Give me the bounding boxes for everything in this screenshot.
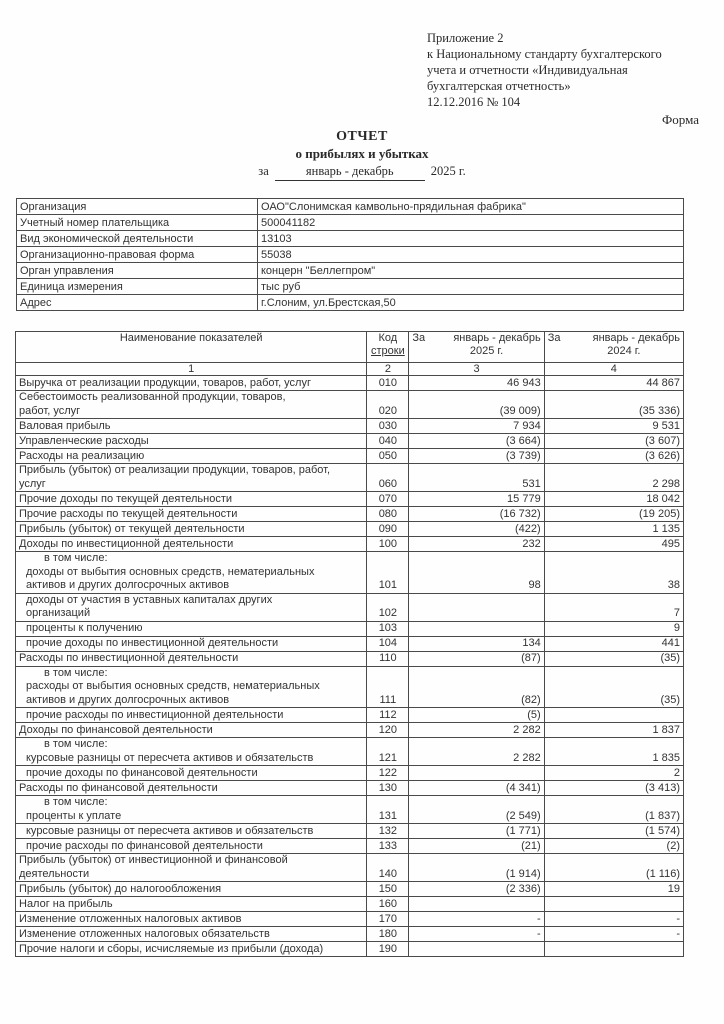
table-row <box>16 391 684 419</box>
indicator-name <box>16 376 367 391</box>
info-row <box>17 279 684 295</box>
table-row <box>16 738 684 766</box>
table-row <box>16 507 684 522</box>
including-label: в том числе: <box>44 666 108 679</box>
indicator-name-line: доходы от выбытия основных средств, нематериальных <box>26 565 315 578</box>
table-row <box>16 593 684 621</box>
indicator-name <box>16 738 367 766</box>
current-period-value: 7 934 <box>409 419 544 434</box>
current-period-value: - <box>409 912 544 927</box>
indicator-name <box>16 854 367 882</box>
indicator-name-line: Изменение отложенных налоговых активов <box>19 912 242 925</box>
current-period-value: - <box>409 927 544 942</box>
line-code: 101 <box>367 552 409 594</box>
indicator-name <box>16 552 367 594</box>
indicator-name-line: Прочие расходы по текущей деятельности <box>19 507 238 520</box>
line-code: 133 <box>367 839 409 854</box>
info-value: 55038 <box>258 247 684 263</box>
form-label: Форма <box>662 112 699 127</box>
indicator-name <box>16 723 367 738</box>
indicator-name-line: прочие доходы по инвестиционной деятельности <box>26 637 279 649</box>
previous-period-value: 19 <box>544 882 683 897</box>
table-row <box>16 621 684 636</box>
line-code: 103 <box>367 621 409 636</box>
column-number: 1 <box>16 363 367 376</box>
organization-info-table <box>16 198 684 311</box>
current-period-value <box>409 766 544 781</box>
including-label: в том числе: <box>44 796 108 808</box>
indicator-name-line: доходы от участия в уставных капиталах других <box>26 593 273 606</box>
previous-period-value: (3 626) <box>544 449 683 464</box>
period-prefix: за <box>258 164 269 178</box>
previous-period-value: - <box>544 927 683 942</box>
line-code: 060 <box>367 464 409 492</box>
indicator-name <box>16 912 367 927</box>
previous-period-value: (35) <box>544 651 683 666</box>
indicator-name-line: курсовые разницы от пересчета активов и обязательств <box>26 751 314 764</box>
indicator-name-line: Расходы по финансовой деятельности <box>19 781 218 794</box>
previous-period-value: (1 574) <box>544 824 683 839</box>
indicator-name-line: Себестоимость реализованной продукции, товаров, <box>19 391 286 403</box>
table-row <box>16 434 684 449</box>
indicator-name-line: Налог на прибыль <box>19 897 113 910</box>
indicator-name-line: Прибыль (убыток) от инвестиционной и финансовой <box>19 854 288 866</box>
indicator-name <box>16 824 367 839</box>
line-code: 040 <box>367 434 409 449</box>
indicator-name <box>16 942 367 957</box>
table-row <box>16 912 684 927</box>
line-code: 020 <box>367 391 409 419</box>
info-row <box>17 263 684 279</box>
current-period-value: 2 282 <box>409 738 544 766</box>
header-code-bottom: строки <box>371 345 405 357</box>
indicator-name <box>16 449 367 464</box>
previous-period-value: 1 135 <box>544 522 683 537</box>
current-period-value: (2 336) <box>409 882 544 897</box>
line-code: 120 <box>367 723 409 738</box>
appendix-line: Приложение 2 <box>427 31 504 45</box>
previous-period-value: (1 837) <box>544 796 683 824</box>
previous-period-value: 2 <box>544 766 683 781</box>
header-previous-prefix: За <box>547 332 561 344</box>
indicator-name <box>16 636 367 651</box>
line-code: 170 <box>367 912 409 927</box>
indicator-name-line: Доходы по инвестиционной деятельности <box>19 537 234 550</box>
indicator-name-line: проценты к получению <box>26 622 143 634</box>
previous-period-value <box>544 897 683 912</box>
previous-period-value: (3 607) <box>544 434 683 449</box>
previous-period-value: - <box>544 912 683 927</box>
profit-loss-table <box>15 331 684 957</box>
table-row <box>16 376 684 391</box>
table-row <box>16 522 684 537</box>
info-value: ОАО"Слонимская камвольно-прядильная фабрика" <box>258 199 684 215</box>
indicator-name-line: Прочие доходы по текущей деятельности <box>19 492 233 505</box>
header-current-months: январь - декабрь <box>453 332 541 344</box>
previous-period-value: 18 042 <box>544 492 683 507</box>
table-row <box>16 882 684 897</box>
table-row <box>16 854 684 882</box>
indicator-name-line: активов и других долгосрочных активов <box>26 693 230 706</box>
previous-period-value: 495 <box>544 537 683 552</box>
indicator-name-line: Расходы по инвестиционной деятельности <box>19 652 239 664</box>
column-number: 3 <box>409 363 544 376</box>
info-label: Организация <box>17 199 258 215</box>
line-code: 090 <box>367 522 409 537</box>
header-previous-year: 2024 г. <box>607 345 641 357</box>
period-year: 2025 г. <box>430 164 466 178</box>
indicator-name-line: активов и других долгосрочных активов <box>26 579 230 591</box>
info-label: Адрес <box>17 295 258 311</box>
line-code: 070 <box>367 492 409 507</box>
table-row <box>16 824 684 839</box>
table-row <box>16 636 684 651</box>
current-period-value <box>409 897 544 912</box>
column-number: 4 <box>544 363 683 376</box>
current-period-value: 15 779 <box>409 492 544 507</box>
table-row <box>16 781 684 796</box>
previous-period-value: (19 205) <box>544 507 683 522</box>
table-row <box>16 552 684 594</box>
current-period-value: (16 732) <box>409 507 544 522</box>
indicator-name <box>16 537 367 552</box>
table-row <box>16 839 684 854</box>
info-row <box>17 231 684 247</box>
line-code: 112 <box>367 708 409 723</box>
current-period-value <box>409 942 544 957</box>
indicator-name <box>16 839 367 854</box>
info-value: тыс руб <box>258 279 684 295</box>
indicator-name <box>16 507 367 522</box>
previous-period-value: (3 413) <box>544 781 683 796</box>
indicator-name <box>16 464 367 492</box>
previous-period-value: 9 <box>544 621 683 636</box>
indicator-name-line: прочие доходы по финансовой деятельности <box>26 766 258 779</box>
indicator-name <box>16 897 367 912</box>
indicator-name-line: организаций <box>26 607 91 619</box>
current-period-value: (2 549) <box>409 796 544 824</box>
indicator-name <box>16 882 367 897</box>
indicator-name <box>16 492 367 507</box>
indicator-name-line: Прибыль (убыток) от текущей деятельности <box>19 522 245 535</box>
previous-period-value <box>544 942 683 957</box>
previous-period-value: (1 116) <box>544 854 683 882</box>
header-current-prefix: За <box>412 332 426 344</box>
table-row <box>16 766 684 781</box>
current-period-value: (3 739) <box>409 449 544 464</box>
appendix-line: учета и отчетности «Индивидуальная <box>427 63 628 77</box>
indicator-name <box>16 766 367 781</box>
current-period-value: (5) <box>409 708 544 723</box>
column-number: 2 <box>367 363 409 376</box>
previous-period-value: 441 <box>544 636 683 651</box>
current-period-value: 98 <box>409 552 544 594</box>
info-label: Орган управления <box>17 263 258 279</box>
previous-period-value: 2 298 <box>544 464 683 492</box>
indicator-name-line: проценты к уплате <box>26 809 122 822</box>
current-period-value: (82) <box>409 666 544 708</box>
line-code: 030 <box>367 419 409 434</box>
header-current-year: 2025 г. <box>469 345 504 357</box>
table-row <box>16 464 684 492</box>
header-code-top: Код <box>378 332 398 344</box>
including-label: в том числе: <box>44 738 108 750</box>
indicator-name <box>16 708 367 723</box>
table-row <box>16 942 684 957</box>
table-row <box>16 492 684 507</box>
line-code: 104 <box>367 636 409 651</box>
current-period-value: 46 943 <box>409 376 544 391</box>
indicator-name-line: Выручка от реализации продукции, товаров, работ, услуг <box>19 376 311 389</box>
header-current-period <box>409 332 544 363</box>
report-title-block <box>0 128 724 181</box>
indicator-name-line: прочие расходы по инвестиционной деятельности <box>26 708 284 721</box>
table-row <box>16 723 684 738</box>
current-period-value: (1 771) <box>409 824 544 839</box>
header-line-code <box>367 332 409 363</box>
previous-period-value: 7 <box>544 593 683 621</box>
info-value: г.Слоним, ул.Брестская,50 <box>258 295 684 311</box>
current-period-value: 531 <box>409 464 544 492</box>
info-label: Учетный номер плательщика <box>17 215 258 231</box>
header-previous-months: январь - декабрь <box>592 332 680 344</box>
previous-period-value <box>544 708 683 723</box>
appendix-reference <box>427 30 662 110</box>
previous-period-value: (35 336) <box>544 391 683 419</box>
line-code: 190 <box>367 942 409 957</box>
period-value: январь - декабрь <box>275 162 425 181</box>
line-code: 121 <box>367 738 409 766</box>
info-row <box>17 295 684 311</box>
line-code: 050 <box>367 449 409 464</box>
indicator-name <box>16 621 367 636</box>
line-code: 140 <box>367 854 409 882</box>
current-period-value: (39 009) <box>409 391 544 419</box>
current-period-value: (422) <box>409 522 544 537</box>
previous-period-value: 9 531 <box>544 419 683 434</box>
table-row <box>16 537 684 552</box>
indicator-name <box>16 651 367 666</box>
info-row <box>17 215 684 231</box>
current-period-value: 232 <box>409 537 544 552</box>
column-numbers-row <box>16 363 684 376</box>
previous-period-value: 1 837 <box>544 723 683 738</box>
line-code: 110 <box>367 651 409 666</box>
info-value: 13103 <box>258 231 684 247</box>
info-label: Организационно-правовая форма <box>17 247 258 263</box>
previous-period-value: 38 <box>544 552 683 594</box>
line-code: 122 <box>367 766 409 781</box>
indicator-name-line: Прибыль (убыток) до налогообложения <box>19 882 222 895</box>
previous-period-value: (35) <box>544 666 683 708</box>
table-row <box>16 708 684 723</box>
line-code: 100 <box>367 537 409 552</box>
indicator-name-line: Валовая прибыль <box>19 419 111 432</box>
line-code: 010 <box>367 376 409 391</box>
indicator-name-line: деятельности <box>19 867 90 880</box>
indicator-name <box>16 593 367 621</box>
current-period-value: (4 341) <box>409 781 544 796</box>
previous-period-value: 1 835 <box>544 738 683 766</box>
indicator-name <box>16 781 367 796</box>
info-value: 500041182 <box>258 215 684 231</box>
indicator-name <box>16 419 367 434</box>
table-row <box>16 897 684 912</box>
appendix-line: бухгалтерская отчетность» <box>427 79 571 93</box>
indicator-name <box>16 522 367 537</box>
line-code: 160 <box>367 897 409 912</box>
indicator-name-line: курсовые разницы от пересчета активов и обязательств <box>26 824 314 837</box>
current-period-value: (3 664) <box>409 434 544 449</box>
current-period-value <box>409 593 544 621</box>
table-row <box>16 666 684 708</box>
indicator-name <box>16 666 367 708</box>
info-label: Единица измерения <box>17 279 258 295</box>
current-period-value: (87) <box>409 651 544 666</box>
indicator-name-line: Расходы на реализацию <box>19 449 145 462</box>
indicator-name-line: работ, услуг <box>19 404 81 417</box>
table-row <box>16 927 684 942</box>
current-period-value: (21) <box>409 839 544 854</box>
report-title: ОТЧЕТ <box>336 129 388 144</box>
line-code: 132 <box>367 824 409 839</box>
line-code: 130 <box>367 781 409 796</box>
indicator-name <box>16 927 367 942</box>
line-code: 080 <box>367 507 409 522</box>
info-value: концерн "Беллегпром" <box>258 263 684 279</box>
report-period <box>0 162 724 181</box>
line-code: 131 <box>367 796 409 824</box>
indicator-name-line: прочие расходы по финансовой деятельности <box>26 839 263 852</box>
indicator-name-line: Прибыль (убыток) от реализации продукции, товаров, работ, <box>19 464 331 476</box>
line-code: 102 <box>367 593 409 621</box>
info-row <box>17 199 684 215</box>
indicator-name-line: расходы от выбытия основных средств, нематериальных <box>26 680 320 692</box>
current-period-value: (1 914) <box>409 854 544 882</box>
indicator-name-line: Управленческие расходы <box>19 434 149 447</box>
info-row <box>17 247 684 263</box>
previous-period-value: 44 867 <box>544 376 683 391</box>
appendix-line: 12.12.2016 № 104 <box>427 95 521 109</box>
current-period-value <box>409 621 544 636</box>
indicator-name-line: услуг <box>19 477 46 490</box>
table-row <box>16 449 684 464</box>
including-label: в том числе: <box>44 552 108 564</box>
indicator-name-line: Доходы по финансовой деятельности <box>19 723 213 736</box>
current-period-value: 134 <box>409 636 544 651</box>
line-code: 180 <box>367 927 409 942</box>
header-indicator-name: Наименование показателей <box>16 332 367 363</box>
info-label: Вид экономической деятельности <box>17 231 258 247</box>
table-row <box>16 651 684 666</box>
indicator-name <box>16 434 367 449</box>
header-previous-period <box>544 332 683 363</box>
indicator-name <box>16 796 367 824</box>
previous-period-value: (2) <box>544 839 683 854</box>
line-code: 111 <box>367 666 409 708</box>
table-row <box>16 796 684 824</box>
table-row <box>16 419 684 434</box>
table-header-row <box>16 332 684 363</box>
current-period-value: 2 282 <box>409 723 544 738</box>
indicator-name-line: Изменение отложенных налоговых обязательств <box>19 927 270 940</box>
indicator-name <box>16 391 367 419</box>
report-subtitle: о прибылях и убытках <box>295 146 429 161</box>
indicator-name-line: Прочие налоги и сборы, исчисляемые из прибыли (дохода) <box>19 942 324 955</box>
appendix-line: к Национальному стандарту бухгалтерского <box>427 47 662 61</box>
line-code: 150 <box>367 882 409 897</box>
